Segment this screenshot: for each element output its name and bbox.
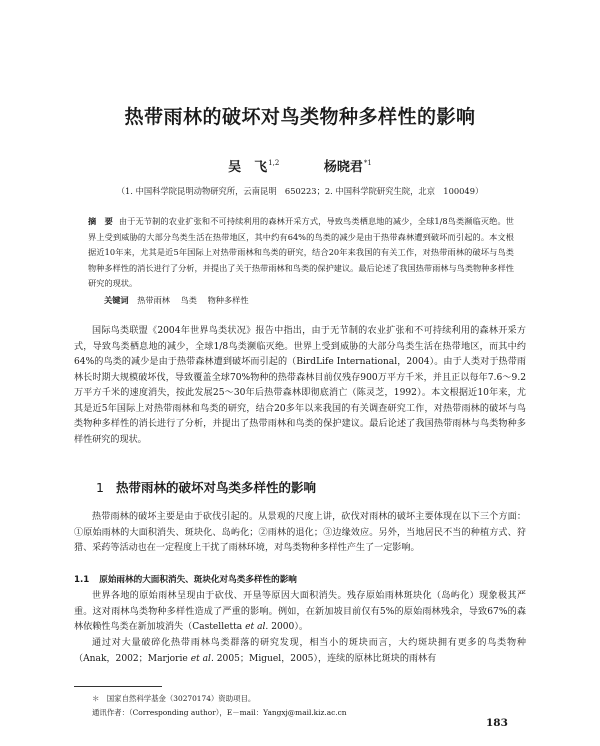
text-run: 世界各地的原始雨林呈现由于砍伐、开垦等原因大面积消失。残存原始雨林斑块化（岛屿化）现象极其严重。这对雨林鸟类物种多样性造成了严重的影响。例如，在新加坡目前仅有5%的原始雨林残余，导致67%的森林依赖性鸟类在新加坡消失（Castelletta xyxy=(74,591,526,632)
keyword: 热带雨林 xyxy=(137,295,170,305)
abstract xyxy=(88,214,514,292)
footnote-divider xyxy=(74,686,162,687)
author-2 xyxy=(324,160,372,175)
subsection-1-1-paragraph-1 xyxy=(74,589,526,636)
page-number: 183 xyxy=(486,717,508,729)
keyword: 物种多样性 xyxy=(207,295,249,305)
affiliations: （1. 中国科学院昆明动物研究所，云南昆明 650223；2. 中国科学院研究生院，北京 100049） xyxy=(116,186,484,196)
section-1-paragraph: 热带雨林的破坏主要是由于砍伐引起的。从景观的尺度上讲，砍伐对雨林的破坏主要体现在以下三个方面：①原始雨林的大面积消失、斑块化、岛屿化；②雨林的退化；③边缘效应。另外，当地居民不当的种植方式、狩猎、采药等活动也在一定程度上干扰了雨林环境，对鸟类物种多样性产生了一定影响。 xyxy=(74,512,526,553)
section-1-title: 热带雨林的破坏对鸟类多样性的影响 xyxy=(115,480,316,495)
author-1-affil-mark: 1,2 xyxy=(268,159,280,167)
abstract-text: 由于无节制的农业扩张和不可持续利用的森林开采方式，导致鸟类栖息地的减少，全球1/8鸟类濒临灭绝。世界上受到威胁的大部分鸟类生活在热带地区，其中约有64%的鸟类的减少是由于热带森林遭到破坏而引起的。本文根据近10年来，尤其是近5年国际上对热带雨林和鸟类的研究，结合20年来我国的有关工作，对热带雨林的破坏与鸟类物种多样性的消长进行了分析，并提出了关于热带雨林和鸟类的保护建议。最后论述了我国热带雨林与鸟类物种多样性研究的现状。 xyxy=(88,216,514,289)
et-al: et al. xyxy=(245,622,269,632)
footnote-contact: 通讯作者：（Corresponding author），E－mail：Yangxj@mail.kiz.ac.cn xyxy=(92,708,347,717)
subsection-1-1-number: 1.1 xyxy=(74,575,90,585)
author-1 xyxy=(228,160,279,175)
intro-paragraph: 国际鸟类联盟《2004年世界鸟类状况》报告中指出，由于无节制的农业扩张和不可持续利用的森林开采方式，导致鸟类栖息地的减少，全球1/8鸟类濒临灭绝。世界上受到威胁的大部分鸟类生活在热带地区，而其中约64%的鸟类的减少是由于热带森林遭到破坏而引起的（BirdLife International，2004）。由于人类对于热带雨林长时期大规模破坏伐，导致覆盖全球70%物种的热带森林目前仅残存900万平方千米，并且正以每年7.6～9.2万平方千米的速度消失，按此发展25～30年后热带森林即彻底消亡（陈灵芝，1992）。本文根据近10年来，尤其是近5年国际上对热带雨林和鸟类的研究，结合20多年以来我国的有关调查研究工作，对热带雨林的破坏与鸟类物种多样性的消长进行了分析，并提出了热带雨林和鸟类的保护建议。最后论述了我国热带雨林与鸟类物种多样性研究的现状。 xyxy=(74,326,526,445)
author-line xyxy=(0,156,600,175)
author-2-name: 杨晓君 xyxy=(323,160,363,175)
author-2-affil-mark: *1 xyxy=(363,159,372,167)
abstract-label: 摘 要 xyxy=(88,216,113,226)
keywords xyxy=(104,295,524,306)
author-1-name: 吴 飞 xyxy=(228,160,268,175)
paper-title: 热带雨林的破坏对鸟类物种多样性的影响 xyxy=(124,106,476,128)
keyword: 鸟类 xyxy=(180,295,197,305)
text-run: 通过对大量破碎化热带雨林鸟类群落的研究发现，相当小的斑块而言，大约斑块拥有更多的鸟类物种（Anak，2002；Marjorie xyxy=(74,638,526,664)
section-1-number: 1 xyxy=(96,480,104,495)
subsection-1-1-paragraph-2 xyxy=(74,636,526,667)
footnote-fund: ＊ 国家自然科学基金（30270174）资助项目。 xyxy=(92,694,256,703)
keywords-label: 关键词 xyxy=(104,295,129,305)
section-1-heading xyxy=(96,478,316,496)
et-al: et al. xyxy=(190,653,214,664)
text-run: 2005；Miguel，2005），连续的原林比斑块的雨林有 xyxy=(216,653,437,664)
subsection-1-1-title: 原始雨林的大面积消失、斑块化对鸟类多样性的影响 xyxy=(99,575,297,585)
text-run: 2000）。 xyxy=(271,622,308,632)
subsection-1-1-heading xyxy=(74,573,297,585)
